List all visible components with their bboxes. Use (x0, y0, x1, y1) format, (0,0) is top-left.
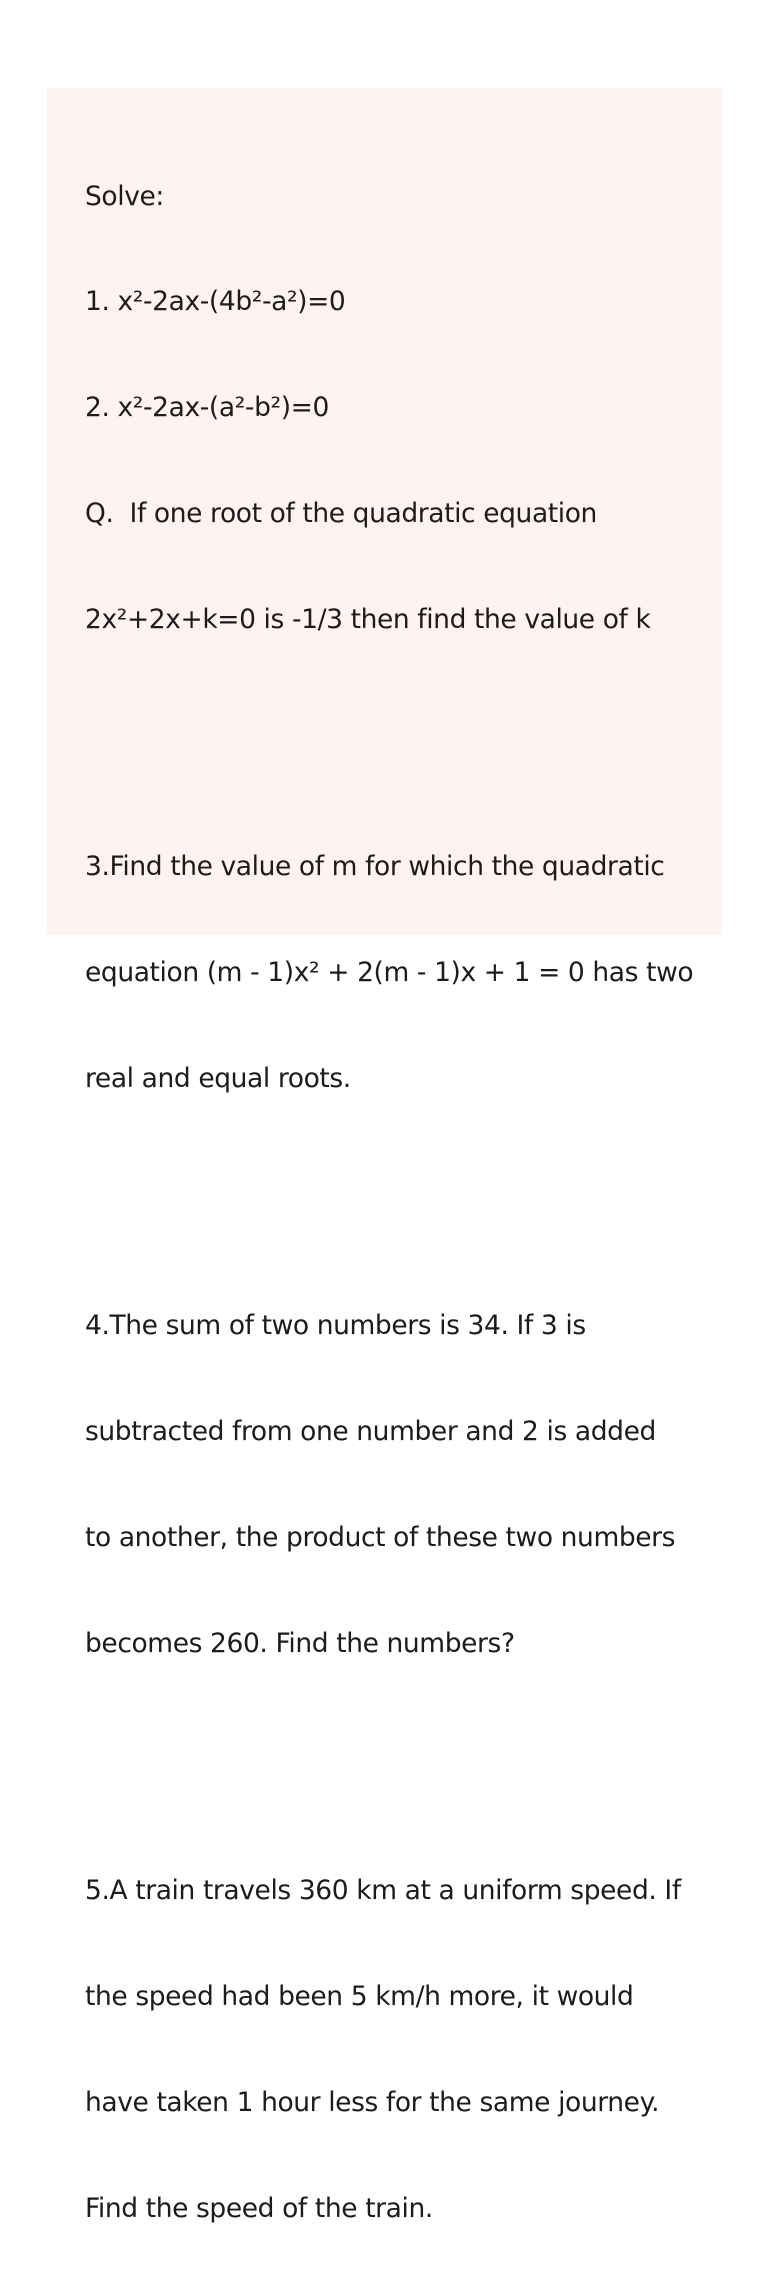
question-4-line-2: subtracted from one number and 2 is added (85, 1415, 656, 1447)
question-4-line-3: to another, the product of these two numbers (85, 1521, 676, 1553)
question-q-line-2: 2x²+2x+k=0 is -1/3 then find the value of k (85, 604, 651, 636)
note-card (47, 88, 722, 2224)
question-3-line-1: 3.Find the value of m for which the quadratic (85, 851, 665, 883)
question-3-line-2: equation (m - 1)x² + 2(m - 1)x + 1 = 0 has two (85, 957, 694, 989)
heading-solve: Solve: (85, 180, 164, 212)
spacer (85, 708, 722, 743)
question-5-line-2: the speed had been 5 km/h more, it would (85, 1980, 634, 2012)
question-q-line-1: Q. If one root of the quadratic equation (85, 498, 597, 530)
question-5-line-1: 5.A train travels 360 km at a uniform speed. If (85, 1874, 681, 1906)
spacer (85, 1167, 722, 1202)
question-4-line-4: becomes 260. Find the numbers? (85, 1627, 515, 1659)
question-5-line-3: have taken 1 hour less for the same journey. (85, 2086, 660, 2118)
question-5-line-4: Find the speed of the train. (85, 2192, 433, 2224)
question-3-line-3: real and equal roots. (85, 1063, 351, 1095)
spacer (85, 1732, 722, 1767)
note-text (85, 108, 722, 2296)
problem-2: 2. x²-2ax-(a²-b²)=0 (85, 392, 329, 424)
question-4-line-1: 4.The sum of two numbers is 34. If 3 is (85, 1310, 586, 1342)
problem-1: 1. x²-2ax-(4b²-a²)=0 (85, 286, 346, 318)
